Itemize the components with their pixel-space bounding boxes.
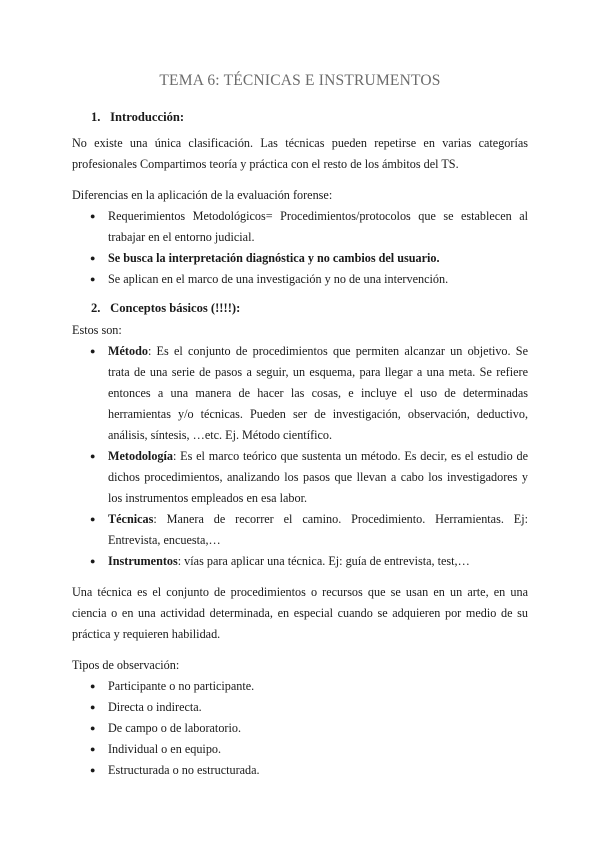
- bullet-icon: ●: [90, 514, 96, 524]
- list-item: ● Individual o en equipo.: [72, 739, 528, 760]
- bullet-icon: ●: [90, 211, 96, 221]
- concept-item-tecnicas: [72, 509, 528, 551]
- bullet-icon: ●: [90, 723, 96, 733]
- list-item: ● Requerimientos Metodológicos= Procedimientos/protocolos que se establecen al trabajar en el entorno judicial.: [72, 206, 528, 248]
- section-1-number: 1.: [91, 110, 101, 124]
- section-1-paragraph: No existe una única clasificación. Las técnicas pueden repetirse en varias categorías profesionales Compartimos teoría y práctica con el resto de los ámbitos del TS.: [72, 136, 528, 171]
- section-2-title: Conceptos básicos (!!!!):: [110, 301, 241, 315]
- bullet-icon: ●: [90, 556, 96, 566]
- concept-item-metodo: [72, 341, 528, 446]
- bullet-icon: ●: [90, 765, 96, 775]
- concept-term: Metodología: [108, 449, 173, 463]
- concept-item-metodologia: [72, 446, 528, 509]
- bullet-icon: ●: [90, 702, 96, 712]
- concept-text: : Manera de recorrer el camino. Procedimiento. Herramientas. Ej: Entrevista, encuesta,…: [108, 512, 528, 547]
- section-2-number: 2.: [91, 301, 101, 315]
- bullet-icon: ●: [90, 274, 96, 284]
- concept-text: : vías para aplicar una técnica. Ej: guía de entrevista, test,…: [177, 554, 470, 568]
- bullet-icon: ●: [90, 451, 96, 461]
- section-2-heading: [91, 298, 528, 318]
- list-item: ● Se aplican en el marco de una investigación y no de una intervención.: [72, 269, 528, 290]
- concepts-list: [72, 341, 528, 572]
- list-item: ● Se busca la interpretación diagnóstica y no cambios del usuario.: [72, 248, 528, 269]
- list-item: ● De campo o de laboratorio.: [72, 718, 528, 739]
- section-1-list: [72, 206, 528, 290]
- section-1-heading: [91, 107, 528, 127]
- concept-item-instrumentos: [72, 551, 528, 572]
- observation-types-list: [72, 676, 528, 781]
- concept-text: : Es el marco teórico que sustenta un método. Es decir, es el estudio de dichos procedimientos, analizando los pasos que llevan a cabo los investigadores y los instrumentos empleados en esa labor.: [108, 449, 528, 505]
- bullet-icon: ●: [90, 253, 96, 263]
- concept-term: Instrumentos: [108, 554, 178, 568]
- list-item: ● Directa o indirecta.: [72, 697, 528, 718]
- concept-text: : Es el conjunto de procedimientos que permiten alcanzar un objetivo. Se trata de una serie de pasos a seguir, un esquema, para llegar a una meta. Se refiere entonces a una manera de hacer las cosas, e incluye el uso de determinadas herramientas y/o técnicas. Pueden ser de investigación, observación, deductivo, análisis, síntesis, …etc. Ej. Método científico.: [108, 344, 528, 442]
- bullet-icon: ●: [90, 744, 96, 754]
- concept-term: Método: [108, 344, 148, 358]
- bullet-icon: ●: [90, 346, 96, 356]
- concept-term: Técnicas: [108, 512, 154, 526]
- section-2-intro: Estos son:: [72, 323, 122, 337]
- bullet-icon: ●: [90, 681, 96, 691]
- list-item: ● Estructurada o no estructurada.: [72, 760, 528, 781]
- page-title: TEMA 6: TÉCNICAS E INSTRUMENTOS: [159, 72, 441, 89]
- observation-intro: Tipos de observación:: [72, 658, 180, 672]
- section-1-list-intro: Diferencias en la aplicación de la evaluación forense:: [72, 188, 333, 202]
- section-1-title: Introducción:: [110, 110, 185, 124]
- list-item: ● Participante o no participante.: [72, 676, 528, 697]
- technique-definition: Una técnica es el conjunto de procedimientos o recursos que se usan en un arte, en una ciencia o en una actividad determinada, en especial cuando se adquieren por medio de su práctica y requieren habilidad.: [72, 585, 528, 641]
